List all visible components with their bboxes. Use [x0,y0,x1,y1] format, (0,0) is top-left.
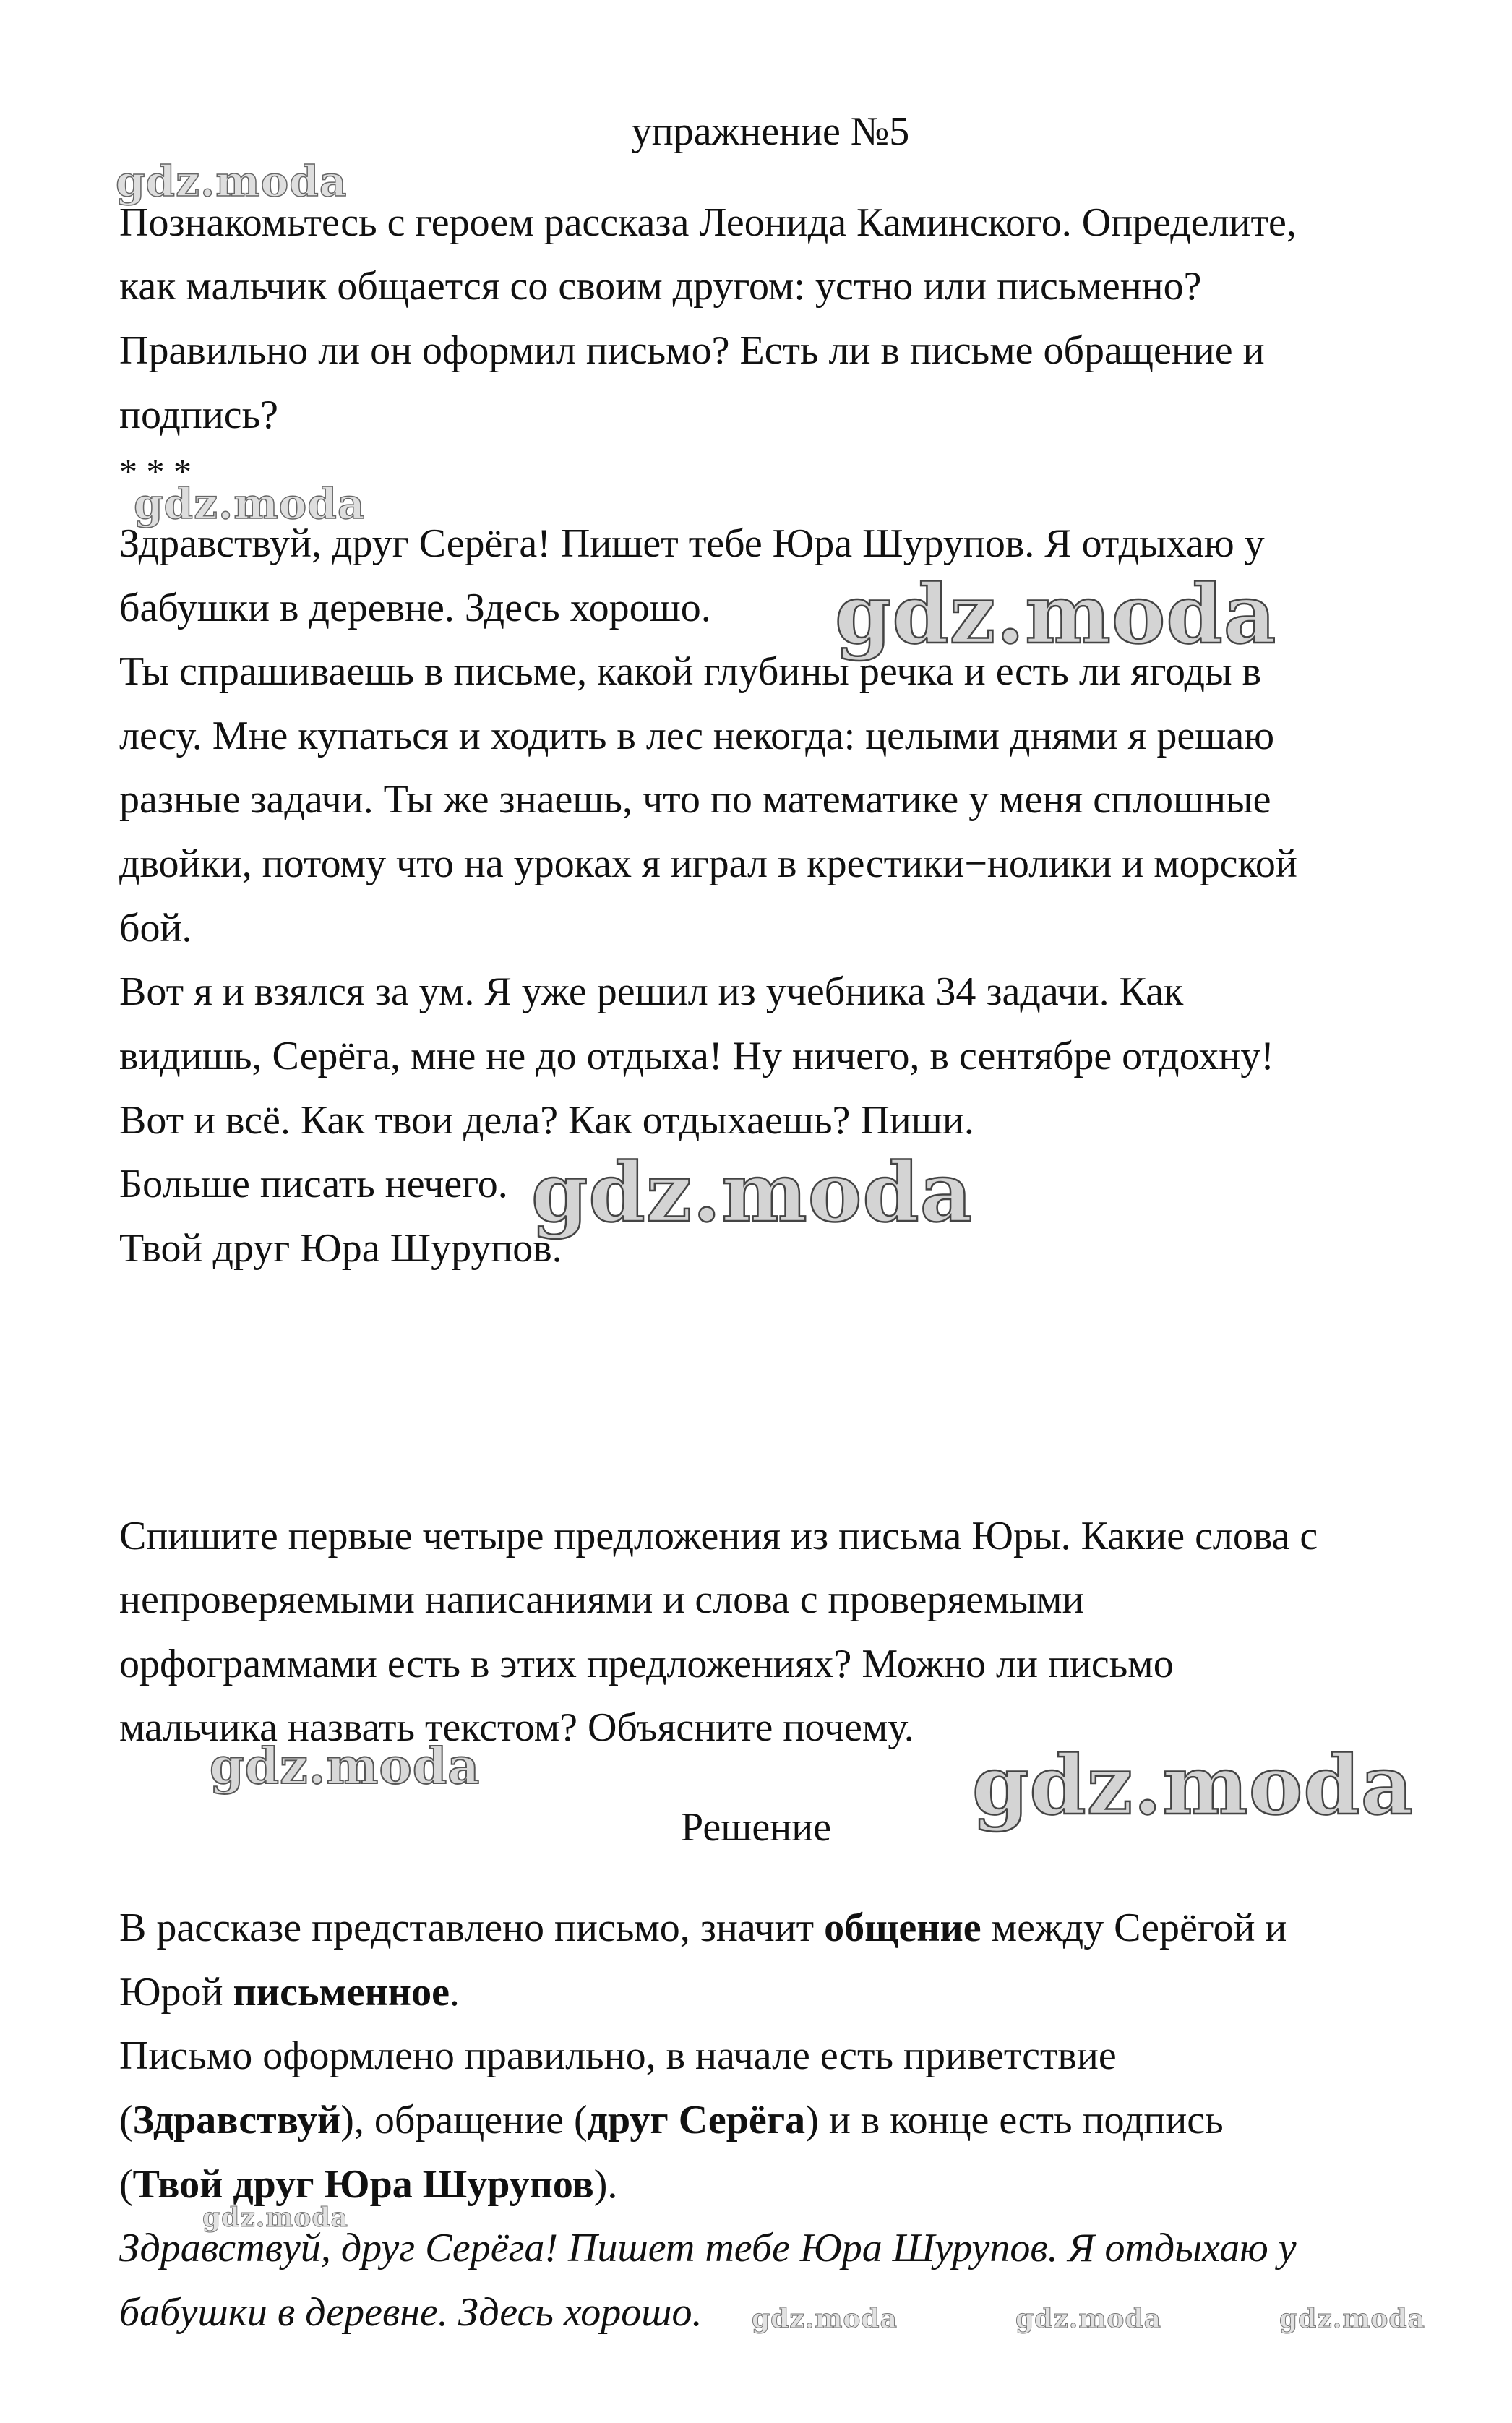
letter-line: Здравствуй, друг Серёга! Пишет тебе Юра Шурупов. Я отдыхаю у [119,521,1265,566]
watermark-logo: gdz.moda [1279,2304,1425,2334]
solution-heading: Решение [680,1805,832,1850]
separator: * * * [119,451,192,492]
letter-line: видишь, Серёга, мне не до отдыха! Ну ничего, в сентябре отдохну! [119,1034,1274,1078]
task1-line: Правильно ли он оформил письмо? Есть ли в письме обращение и [119,328,1265,373]
task1-line: Познакомьтесь с героем рассказа Леонида Каминского. Определите, [119,200,1297,245]
task1-line: подпись? [119,393,279,437]
letter-line: Больше писать нечего. [119,1162,508,1206]
page-title: упражнение №5 [631,109,910,154]
letter-line: Вот и всё. Как твои дела? Как отдыхаешь? Пиши. [119,1098,974,1143]
watermark-logo: gdz.moda [1015,2304,1161,2334]
watermark-logo: gdz.moda [116,157,348,206]
solution-line: Юрой письменное. [119,1970,460,2015]
task2-line: Спишите первые четыре предложения из письма Юры. Какие слова с [119,1514,1318,1558]
task2-line: мальчика назвать текстом? Объясните почему. [119,1705,914,1750]
letter-line: двойки, потому что на уроках я играл в крестики−нолики и морской [119,841,1297,886]
letter-line: разные задачи. Ты же знаешь, что по математике у меня сплошные [119,777,1271,822]
solution-line: (Твой друг Юра Шурупов). [119,2162,618,2207]
solution-line: (Здравствуй), обращение (друг Серёга) и в конце есть подпись [119,2098,1224,2143]
letter-line: Ты спрашиваешь в письме, какой глубины речка и есть ли ягоды в [119,649,1262,694]
watermark-logo: gdz.moda [202,2203,348,2233]
letter-line: Вот я и взялся за ум. Я уже решил из учебника 34 задачи. Как [119,969,1184,1014]
watermark-logo: gdz.moda [972,1738,1414,1833]
watermark-logo: gdz.moda [752,2304,898,2334]
solution-italic-line: Здравствуй, друг Серёга! Пишет тебе Юра Шурупов. Я отдыхаю у [119,2226,1297,2270]
letter-line: бой. [119,906,192,951]
letter-line: лесу. Мне купаться и ходить в лес некогда: целыми днями я решаю [119,713,1275,758]
watermark-logo: gdz.moda [531,1146,974,1240]
watermark-logo: gdz.moda [134,479,366,528]
task2-line: непроверяемыми написаниями и слова с проверяемыми [119,1577,1084,1622]
watermark-logo: gdz.moda [210,1738,481,1796]
solution-italic-line: бабушки в деревне. Здесь хорошо. [119,2290,703,2335]
task2-line: орфограммами есть в этих предложениях? Можно ли письмо [119,1642,1174,1686]
letter-line: бабушки в деревне. Здесь хорошо. [119,586,711,630]
solution-line: В рассказе представлено письмо, значит общение между Серёгой и [119,1905,1287,1950]
watermark-logo: gdz.moda [835,567,1277,662]
letter-line: Твой друг Юра Шурупов. [119,1226,562,1271]
solution-line: Письмо оформлено правильно, в начале есть приветствие [119,2033,1117,2078]
task1-line: как мальчик общается со своим другом: устно или письменно? [119,264,1202,309]
